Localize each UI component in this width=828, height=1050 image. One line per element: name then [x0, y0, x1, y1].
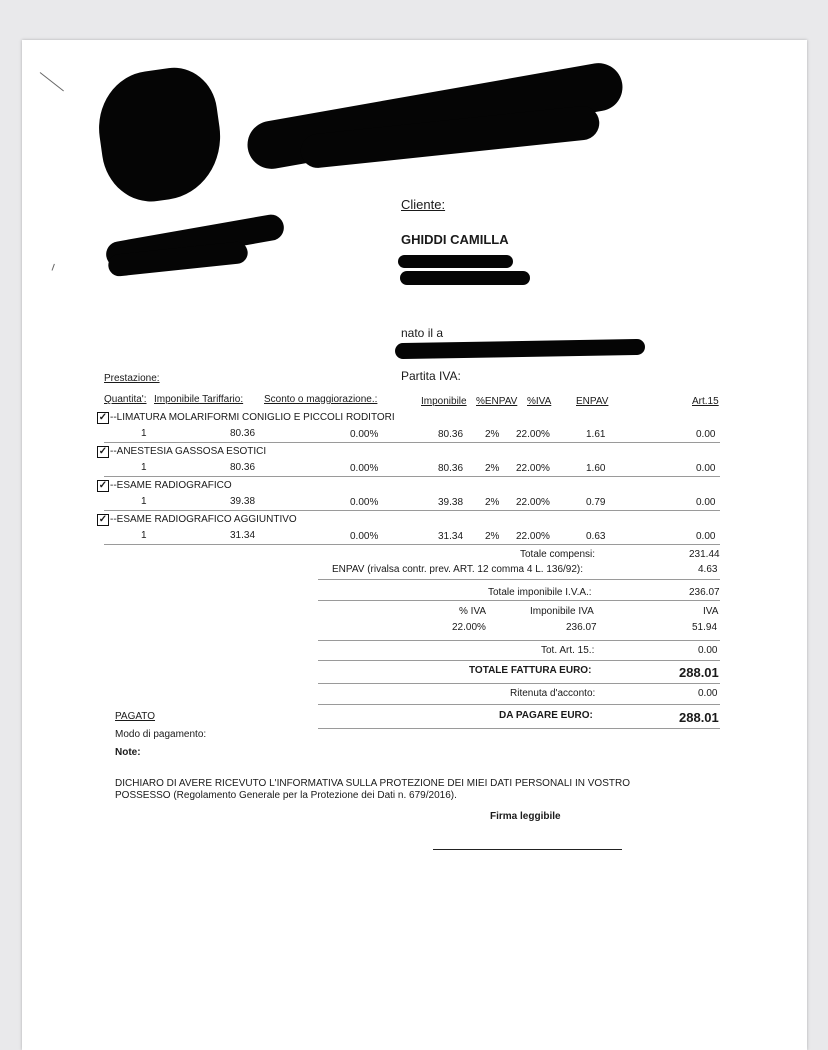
row-enpav: 1.61: [586, 429, 606, 440]
row-checkbox[interactable]: ✓: [98, 412, 108, 423]
column-header-tariff: Imponibile Tariffario:: [154, 394, 244, 405]
row-tariff: 80.36: [230, 428, 256, 439]
client-vat-label: Partita IVA:: [401, 369, 461, 383]
column-header-discount: Sconto o maggiorazione.:: [264, 394, 378, 405]
client-birth-label: nato il a: [401, 326, 444, 340]
row-iva-pct: 22.00%: [516, 429, 550, 440]
row-taxable: 80.36: [438, 429, 464, 440]
art15-total-value: 0.00: [698, 645, 718, 656]
totals-divider: [318, 704, 720, 705]
row-divider: [104, 442, 720, 443]
signature-line: [433, 849, 622, 850]
total-compensi-value: 231.44: [689, 549, 720, 560]
row-discount: 0.00%: [350, 429, 379, 440]
row-checkbox[interactable]: ✓: [98, 480, 108, 491]
services-section-title: Prestazione:: [104, 373, 160, 384]
payment-status: PAGATO: [115, 711, 156, 722]
service-description: --LIMATURA MOLARIFORMI CONIGLIO E PICCOLI RODITORI: [110, 412, 395, 423]
row-enpav-pct: 2%: [485, 429, 500, 440]
service-description: --ANESTESIA GASSOSA ESOTICI: [110, 446, 267, 457]
signature-label: Firma leggibile: [490, 811, 561, 822]
column-header-enpav: ENPAV: [576, 396, 609, 407]
totals-divider: [318, 600, 720, 601]
total-imponibile-value: 236.07: [689, 587, 720, 598]
column-header-taxable: Imponibile: [421, 396, 467, 407]
withholding-value: 0.00: [698, 688, 718, 699]
row-art15: 0.00: [696, 429, 716, 440]
totals-divider: [318, 640, 720, 641]
row-quantity: 1: [141, 428, 147, 439]
row-divider: [104, 544, 720, 545]
row-divider: [104, 510, 720, 511]
payment-method-label: Modo di pagamento:: [115, 729, 207, 740]
totals-divider: [318, 683, 720, 684]
redacted-client-address: [398, 255, 513, 268]
row-enpav-pct: 2%: [485, 463, 500, 474]
row-discount: 0.00%: [350, 531, 379, 542]
redacted-client-address: [400, 271, 530, 285]
row-checkbox[interactable]: ✓: [98, 446, 108, 457]
total-compensi-label: Totale compensi:: [520, 549, 596, 560]
totals-divider: [318, 660, 720, 661]
totals-divider: [318, 579, 720, 580]
iva-value: 51.94: [692, 622, 718, 633]
iva-base-header: Imponibile IVA: [530, 606, 594, 617]
row-taxable: 31.34: [438, 531, 464, 542]
row-enpav: 0.63: [586, 531, 606, 542]
row-checkbox[interactable]: ✓: [98, 514, 108, 525]
row-tariff: 80.36: [230, 462, 256, 473]
row-quantity: 1: [141, 496, 147, 507]
notes-label: Note:: [115, 747, 141, 758]
row-iva-pct: 22.00%: [516, 463, 550, 474]
row-taxable: 80.36: [438, 463, 464, 474]
enpav-rivalsa-label: ENPAV (rivalsa contr. prev. ART. 12 comma 4 L. 136/92):: [332, 564, 584, 575]
row-art15: 0.00: [696, 463, 716, 474]
row-enpav: 1.60: [586, 463, 606, 474]
total-imponibile-label: Totale imponibile I.V.A.:: [488, 587, 592, 598]
row-tariff: 39.38: [230, 496, 256, 507]
totals-divider: [318, 728, 720, 729]
amount-due-label: DA PAGARE EURO:: [499, 710, 593, 721]
row-divider: [104, 476, 720, 477]
column-header-iva-pct: %IVA: [527, 396, 552, 407]
row-discount: 0.00%: [350, 497, 379, 508]
column-header-art15: Art.15: [692, 396, 719, 407]
row-art15: 0.00: [696, 531, 716, 542]
row-enpav: 0.79: [586, 497, 606, 508]
privacy-statement-line-2: POSSESSO (Regolamento Generale per la Protezione dei Dati n. 679/2016).: [115, 790, 457, 801]
column-header-quantity: Quantita':: [104, 394, 147, 405]
enpav-rivalsa-value: 4.63: [698, 564, 718, 575]
row-iva-pct: 22.00%: [516, 497, 550, 508]
row-art15: 0.00: [696, 497, 716, 508]
iva-header: IVA: [703, 606, 719, 617]
row-enpav-pct: 2%: [485, 497, 500, 508]
row-enpav-pct: 2%: [485, 531, 500, 542]
iva-pct-value: 22.00%: [452, 622, 486, 633]
row-quantity: 1: [141, 462, 147, 473]
row-quantity: 1: [141, 530, 147, 541]
client-name: GHIDDI CAMILLA: [401, 232, 509, 247]
iva-base-value: 236.07: [566, 622, 597, 633]
client-heading: Cliente:: [401, 197, 446, 212]
iva-pct-header: % IVA: [459, 606, 487, 617]
invoice-total-value: 288.01: [679, 665, 719, 680]
withholding-label: Ritenuta d'acconto:: [510, 688, 596, 699]
column-header-enpav-pct: %ENPAV: [476, 396, 518, 407]
service-description: --ESAME RADIOGRAFICO: [110, 480, 232, 491]
row-discount: 0.00%: [350, 463, 379, 474]
row-tariff: 31.34: [230, 530, 256, 541]
privacy-statement-line-1: DICHIARO DI AVERE RICEVUTO L'INFORMATIVA SULLA PROTEZIONE DEI MIEI DATI PERSONALI IN VOSTRO: [115, 778, 630, 789]
row-taxable: 39.38: [438, 497, 464, 508]
row-iva-pct: 22.00%: [516, 531, 550, 542]
service-description: --ESAME RADIOGRAFICO AGGIUNTIVO: [110, 514, 297, 525]
amount-due-value: 288.01: [679, 710, 719, 725]
art15-total-label: Tot. Art. 15.:: [541, 645, 595, 656]
invoice-total-label: TOTALE FATTURA EURO:: [469, 665, 592, 676]
